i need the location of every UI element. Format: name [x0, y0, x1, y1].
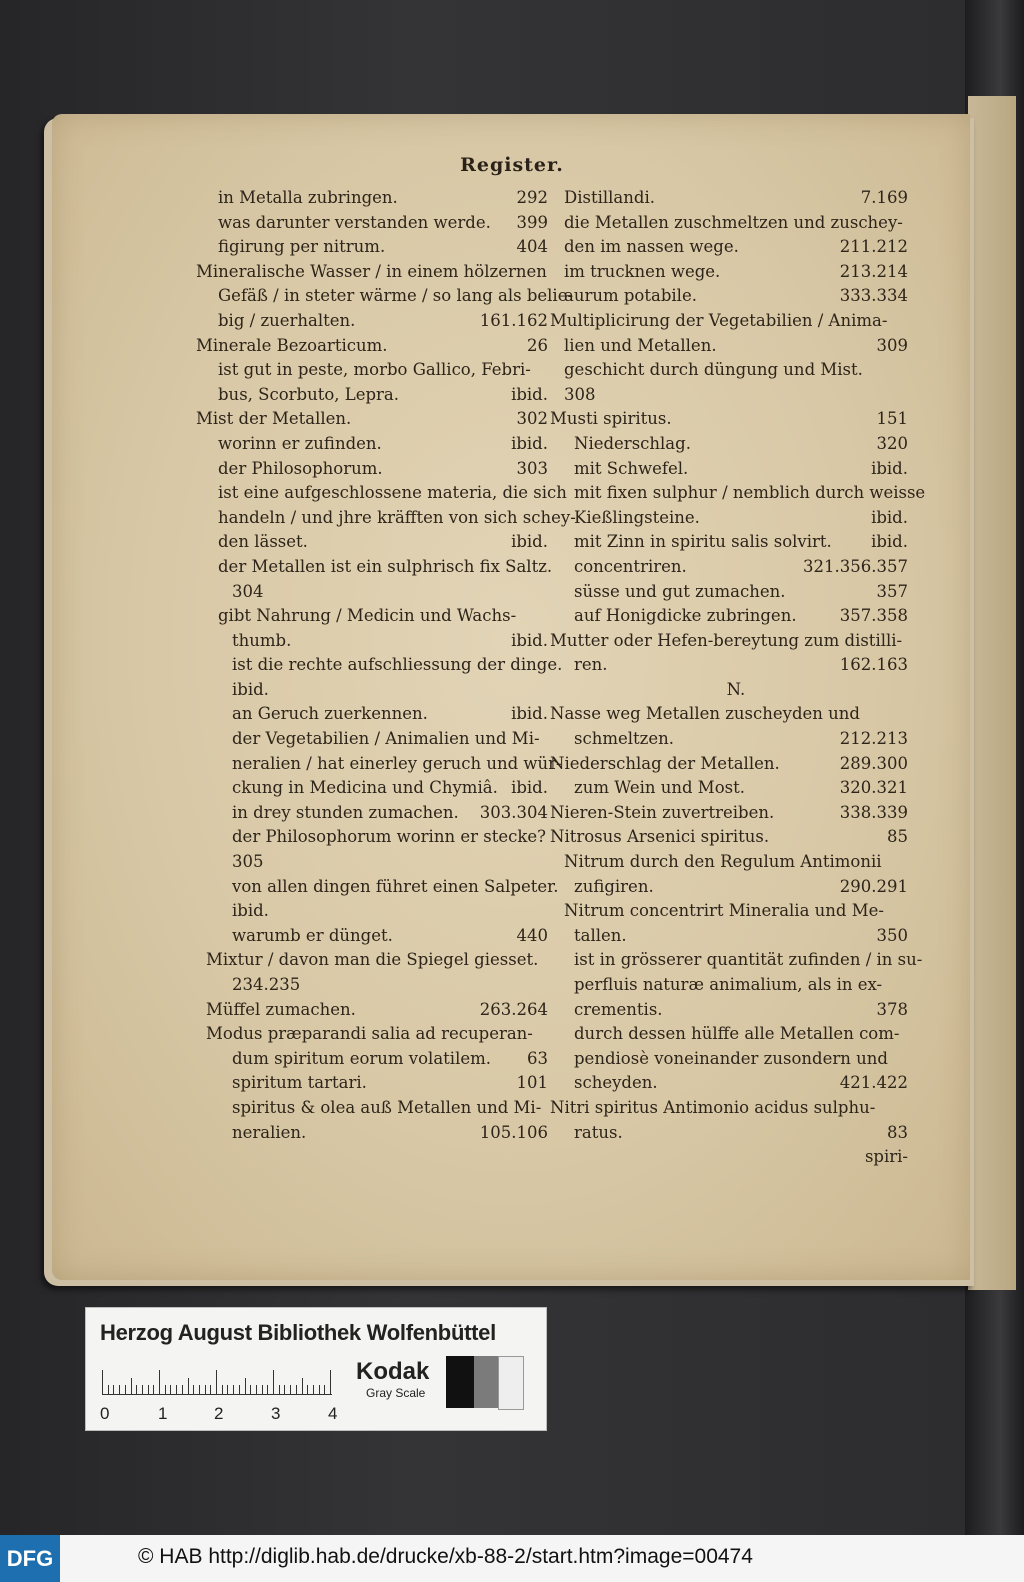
index-entry	[564, 776, 908, 801]
index-entry	[196, 284, 574, 309]
index-entry	[550, 629, 908, 654]
entry-page-number: 303.304	[479, 802, 548, 822]
dfg-logo: DFG	[0, 1535, 60, 1582]
entry-page-number: 357	[876, 581, 908, 601]
entry-text: durch dessen hülffe alle Metallen com-	[574, 1024, 900, 1044]
index-entry	[564, 899, 908, 924]
entry-text: von allen dingen führet einen Salpeter.	[232, 876, 559, 896]
index-entry	[196, 383, 548, 408]
entry-text: der Metallen ist ein sulphrisch fix Saltz.	[218, 556, 553, 576]
entry-text: scheyden.	[574, 1073, 658, 1093]
entry-page-number: 440	[516, 925, 548, 945]
index-entry	[196, 776, 548, 801]
entry-text: im trucknen wege.	[564, 261, 721, 281]
index-entry	[564, 1121, 908, 1146]
entry-page-number: ibid.	[511, 704, 548, 724]
index-entry	[196, 801, 548, 826]
index-entry	[564, 457, 908, 482]
entry-text: Niederschlag der Metallen.	[550, 753, 780, 773]
entry-text: die Metallen zuschmeltzen und zuschey-	[564, 212, 903, 232]
entry-text: was darunter verstanden werde.	[218, 212, 491, 232]
facing-page-edge	[968, 96, 1016, 1290]
index-entry	[196, 235, 548, 260]
entry-text: 304	[232, 581, 264, 601]
index-entry	[564, 580, 908, 605]
ruler-tick	[233, 1385, 234, 1394]
entry-text: Modus præparandi salia ad recuperan-	[206, 1024, 533, 1044]
ruler-tick	[205, 1385, 206, 1394]
index-entry	[196, 1096, 548, 1121]
index-entry	[564, 432, 908, 457]
index-entry	[564, 1047, 908, 1072]
ruler-number: 3	[271, 1404, 281, 1423]
index-entry	[564, 383, 908, 408]
entry-text: lien und Metallen.	[564, 335, 717, 355]
color-calibration-card	[85, 1307, 547, 1431]
ruler-tick	[279, 1385, 280, 1394]
ruler-tick	[319, 1385, 320, 1394]
ruler-tick	[182, 1385, 183, 1394]
entry-text: Müffel zumachen.	[206, 999, 356, 1019]
entry-page-number: 333.334	[839, 286, 908, 306]
entry-page-number: 303	[516, 458, 548, 478]
index-entry	[196, 825, 548, 850]
gray-scale-label: Gray Scale	[366, 1386, 426, 1400]
entry-page-number: 378	[876, 999, 908, 1019]
entry-text: ist gut in peste, morbo Gallico, Febri-	[218, 360, 531, 380]
ruler-tick	[148, 1385, 149, 1394]
entry-page-number: 309	[876, 335, 908, 355]
entry-page-number: 399	[516, 212, 548, 232]
index-entry	[564, 998, 908, 1023]
index-entry	[196, 211, 548, 236]
entry-page-number: 83	[887, 1122, 908, 1142]
entry-text: bus, Scorbuto, Lepra.	[218, 384, 400, 404]
entry-text: ist in grösserer quantität zufinden / in su-	[574, 950, 923, 970]
ruler-tick	[170, 1385, 171, 1394]
ruler-tick	[227, 1385, 228, 1394]
index-entry	[196, 555, 553, 580]
entry-text: mit Zinn in spiritu salis solvirt.	[574, 532, 832, 552]
entry-text: süsse und gut zumachen.	[574, 581, 786, 601]
ruler-tick	[267, 1385, 268, 1394]
entry-page-number: ibid.	[871, 458, 908, 478]
entry-page-number: 85	[887, 827, 908, 847]
entry-text: warumb er dünget.	[232, 925, 393, 945]
entry-text: an Geruch zuerkennen.	[232, 704, 428, 724]
ruler-tick	[324, 1385, 325, 1394]
entry-text: mit Schwefel.	[574, 458, 689, 478]
index-entry	[196, 186, 548, 211]
entry-text: Nasse weg Metallen zuscheyden und	[550, 704, 860, 724]
index-entry	[196, 530, 548, 555]
entry-page-number: 292	[516, 188, 548, 207]
index-entry	[196, 358, 548, 383]
index-entry	[196, 702, 548, 727]
entry-text: in drey stunden zumachen.	[232, 802, 459, 822]
ruler-tick	[239, 1385, 240, 1394]
entry-page-number: ibid.	[511, 384, 548, 404]
library-name: Herzog August Bibliothek Wolfenbüttel	[100, 1320, 496, 1345]
index-entry	[196, 1071, 548, 1096]
gray-swatch-black	[446, 1356, 474, 1408]
index-entry	[550, 752, 908, 777]
entry-text: pendiosè voneinander zusondern und	[574, 1048, 888, 1068]
entry-page-number: 263.264	[479, 999, 548, 1019]
entry-page-number: 302	[516, 409, 548, 429]
entry-page-number: 338.339	[839, 802, 908, 822]
gray-swatch-mid	[474, 1356, 498, 1408]
index-entry	[564, 260, 908, 285]
index-entry	[564, 678, 908, 703]
index-entry	[564, 924, 908, 949]
index-entry	[196, 604, 548, 629]
entry-page-number: 212.213	[839, 729, 908, 749]
index-entry	[196, 875, 559, 900]
index-entry	[564, 186, 908, 211]
ruler-tick	[125, 1385, 126, 1394]
index-entry	[564, 235, 908, 260]
entry-text: Multiplicirung der Vegetabilien / Anima-	[550, 310, 888, 330]
ruler-tick	[153, 1385, 154, 1394]
entry-text: Gefäß / in steter wärme / so lang als belie-	[218, 286, 574, 306]
index-entry	[550, 825, 908, 850]
entry-page-number: ibid.	[511, 778, 548, 798]
entry-page-number: 211.212	[839, 237, 908, 257]
entry-text: Kießlingsteine.	[574, 507, 700, 527]
index-entry	[196, 1121, 548, 1146]
index-entry	[196, 629, 548, 654]
index-entry	[550, 702, 908, 727]
ruler-tick	[307, 1385, 308, 1394]
index-entry	[564, 358, 908, 383]
index-entry	[196, 727, 548, 752]
ruler-tick	[313, 1385, 314, 1394]
entry-page-number: 289.300	[839, 753, 908, 773]
entry-page-number: ibid.	[871, 507, 908, 527]
entry-text: concentriren.	[574, 556, 687, 576]
entry-text: in Metalla zubringen.	[218, 188, 398, 207]
entry-page-number: 321.356.357	[803, 556, 908, 576]
index-entry	[196, 850, 548, 875]
entry-text: der Vegetabilien / Animalien und Mi-	[232, 729, 540, 749]
entry-text: tallen.	[574, 925, 627, 945]
entry-text: ibid.	[232, 679, 269, 699]
entry-text: big / zuerhalten.	[218, 310, 356, 330]
ruler-tick	[102, 1370, 103, 1394]
entry-text: aurum potabile.	[564, 286, 697, 306]
index-entry	[196, 407, 548, 432]
entry-text: figirung per nitrum.	[218, 237, 386, 257]
entry-text: ratus.	[574, 1122, 623, 1142]
entry-text: zufigiren.	[574, 876, 654, 896]
left-index-column	[196, 186, 576, 1145]
index-entry	[550, 407, 908, 432]
index-entry	[564, 973, 908, 998]
entry-text: auf Honigdicke zubringen.	[574, 606, 797, 626]
ruler-tick	[131, 1378, 132, 1394]
entry-page-number: 161.162	[479, 310, 548, 330]
ruler-tick	[330, 1370, 331, 1394]
index-entry	[564, 850, 908, 875]
index-entry	[196, 998, 548, 1023]
index-entry	[196, 678, 548, 703]
entry-text: 234.235	[232, 975, 301, 994]
entry-page-number: 290.291	[839, 876, 908, 896]
entry-text: thumb.	[232, 630, 292, 650]
entry-page-number: ibid.	[511, 433, 548, 453]
entry-text: Mixtur / davon man die Spiegel giesset.	[206, 950, 539, 970]
ruler-tick	[290, 1385, 291, 1394]
ruler-tick	[302, 1378, 303, 1394]
entry-page-number: 26	[527, 335, 548, 355]
entry-page-number: 101	[516, 1073, 548, 1093]
index-entry	[564, 727, 908, 752]
entry-text: worinn er zufinden.	[218, 433, 382, 453]
entry-text: spiritus & olea auß Metallen und Mi-	[232, 1097, 542, 1117]
entry-text: 305	[232, 852, 264, 872]
index-entry	[196, 752, 562, 777]
ruler-number: 1	[158, 1404, 168, 1423]
ruler-tick	[142, 1385, 143, 1394]
entry-text: Mutter oder Hefen-bereytung zum distilli-	[550, 630, 903, 650]
entry-page-number: 162.163	[839, 655, 908, 675]
ruler-tick	[119, 1385, 120, 1394]
entry-page-number: 320.321	[839, 778, 908, 798]
entry-page-number: ibid.	[871, 532, 908, 552]
ruler-tick	[136, 1385, 137, 1394]
entry-text: crementis.	[574, 999, 663, 1019]
entry-text: ckung in Medicina und Chymiâ.	[232, 778, 498, 798]
kodak-logo: Kodak	[356, 1358, 430, 1385]
index-entry	[564, 1145, 908, 1170]
index-entry	[196, 948, 548, 973]
entry-page-number: ibid.	[511, 630, 548, 650]
ruler-tick	[222, 1385, 223, 1394]
index-entry	[196, 457, 548, 482]
index-entry	[564, 284, 908, 309]
entry-text: ist die rechte aufschliessung der dinge.	[232, 655, 563, 675]
ruler-tick	[199, 1385, 200, 1394]
entry-text: der Philosophorum worinn er stecke?	[232, 827, 546, 847]
index-entry	[196, 1022, 548, 1047]
index-entry	[196, 506, 576, 531]
entry-text: Nieren-Stein zuvertreiben.	[550, 802, 775, 822]
ruler-number: 0	[100, 1404, 110, 1423]
entry-text: dum spiritum eorum volatilem.	[232, 1048, 492, 1068]
ruler-tick	[113, 1385, 114, 1394]
index-entry	[196, 432, 548, 457]
entry-text: schmeltzen.	[574, 729, 674, 749]
entry-page-number: spiri-	[864, 1147, 908, 1167]
gray-swatch-white	[498, 1356, 524, 1410]
ruler-tick	[108, 1385, 109, 1394]
measurement-ruler	[102, 1364, 332, 1395]
entry-text: gibt Nahrung / Medicin und Wachs-	[218, 606, 517, 626]
ruler-tick	[193, 1385, 194, 1394]
entry-text: Nitri spiritus Antimonio acidus sulphu-	[550, 1097, 876, 1117]
ruler-tick	[210, 1385, 211, 1394]
ruler-number: 4	[328, 1404, 338, 1423]
index-entry	[196, 653, 563, 678]
entry-text: Nitrosus Arsenici spiritus.	[550, 827, 770, 847]
index-entry	[196, 309, 548, 334]
index-entry	[196, 973, 548, 998]
index-entry	[196, 334, 548, 359]
ruler-tick	[216, 1370, 217, 1394]
ruler-tick	[273, 1370, 274, 1394]
ruler-tick	[165, 1385, 166, 1394]
index-entry	[550, 801, 908, 826]
index-entry	[564, 530, 908, 555]
entry-text: N.	[726, 679, 746, 699]
entry-text: spiritum tartari.	[232, 1073, 367, 1093]
index-entry	[564, 555, 908, 580]
ruler-tick	[256, 1385, 257, 1394]
entry-page-number: 421.422	[839, 1073, 908, 1093]
entry-text: Nitrum durch den Regulum Antimonii	[564, 852, 882, 872]
index-entry	[564, 506, 908, 531]
index-entry	[196, 899, 548, 924]
entry-page-number: 213.214	[839, 261, 908, 281]
entry-page-number: 357.358	[839, 606, 908, 626]
entry-text: der Philosophorum.	[218, 458, 383, 478]
entry-page-number: 7.169	[860, 188, 908, 207]
entry-text: handeln / und jhre kräfften von sich schey-	[218, 507, 576, 527]
entry-text: Mineralische Wasser / in einem hölzernen	[196, 261, 547, 281]
entry-text: mit fixen sulphur / nemblich durch weisse	[574, 483, 926, 503]
entry-page-number: 63	[527, 1048, 548, 1068]
index-entry	[196, 924, 548, 949]
index-entry	[564, 334, 908, 359]
index-entry	[564, 948, 923, 973]
entry-text: neralien / hat einerley geruch und wür-	[232, 753, 562, 773]
entry-text: 308	[564, 384, 596, 404]
entry-text: ist eine aufgeschlossene materia, die sich	[218, 483, 567, 503]
ruler-tick	[245, 1378, 246, 1394]
page-header: Register.	[460, 154, 564, 176]
ruler-tick	[188, 1378, 189, 1394]
index-entry	[564, 653, 908, 678]
index-entry	[196, 580, 548, 605]
index-entry	[196, 481, 567, 506]
index-entry	[564, 1071, 908, 1096]
index-entry	[564, 604, 908, 629]
entry-text: Minerale Bezoarticum.	[196, 335, 388, 355]
entry-text: ren.	[574, 655, 608, 675]
index-entry	[196, 1047, 548, 1072]
entry-text: perfluis naturæ animalium, als in ex-	[574, 975, 883, 994]
index-entry	[550, 1096, 908, 1121]
entry-page-number: 105.106	[479, 1122, 548, 1142]
entry-text: ibid.	[232, 901, 269, 921]
index-entry	[550, 309, 908, 334]
entry-text: Distillandi.	[564, 188, 655, 207]
entry-text: geschicht durch düngung und Mist.	[564, 360, 863, 380]
entry-text: den im nassen wege.	[564, 237, 739, 257]
entry-page-number: ibid.	[511, 532, 548, 552]
index-entry	[564, 481, 926, 506]
index-entry	[196, 260, 548, 285]
entry-text: zum Wein und Most.	[574, 778, 745, 798]
entry-page-number: 404	[516, 237, 548, 257]
index-entry	[564, 211, 908, 236]
ruler-tick	[159, 1370, 160, 1394]
index-entry	[564, 875, 908, 900]
entry-text: Nitrum concentrirt Mineralia und Me-	[564, 901, 884, 921]
entry-text: neralien.	[232, 1122, 307, 1142]
entry-text: Mist der Metallen.	[196, 409, 352, 429]
entry-page-number: 151	[876, 409, 908, 429]
index-entry	[564, 1022, 908, 1047]
ruler-tick	[176, 1385, 177, 1394]
entry-page-number: 320	[876, 433, 908, 453]
entry-text: den lässet.	[218, 532, 308, 552]
ruler-tick	[262, 1385, 263, 1394]
entry-text: Niederschlag.	[574, 433, 691, 453]
ruler-number: 2	[214, 1404, 224, 1423]
copyright-credit[interactable]: © HAB http://diglib.hab.de/drucke/xb-88-2/start.htm?image=00474	[138, 1545, 753, 1568]
ruler-tick	[296, 1385, 297, 1394]
entry-text: Musti spiritus.	[550, 409, 672, 429]
entry-page-number: 350	[876, 925, 908, 945]
right-index-column	[550, 186, 926, 1170]
ruler-tick	[250, 1385, 251, 1394]
ruler-tick	[284, 1385, 285, 1394]
